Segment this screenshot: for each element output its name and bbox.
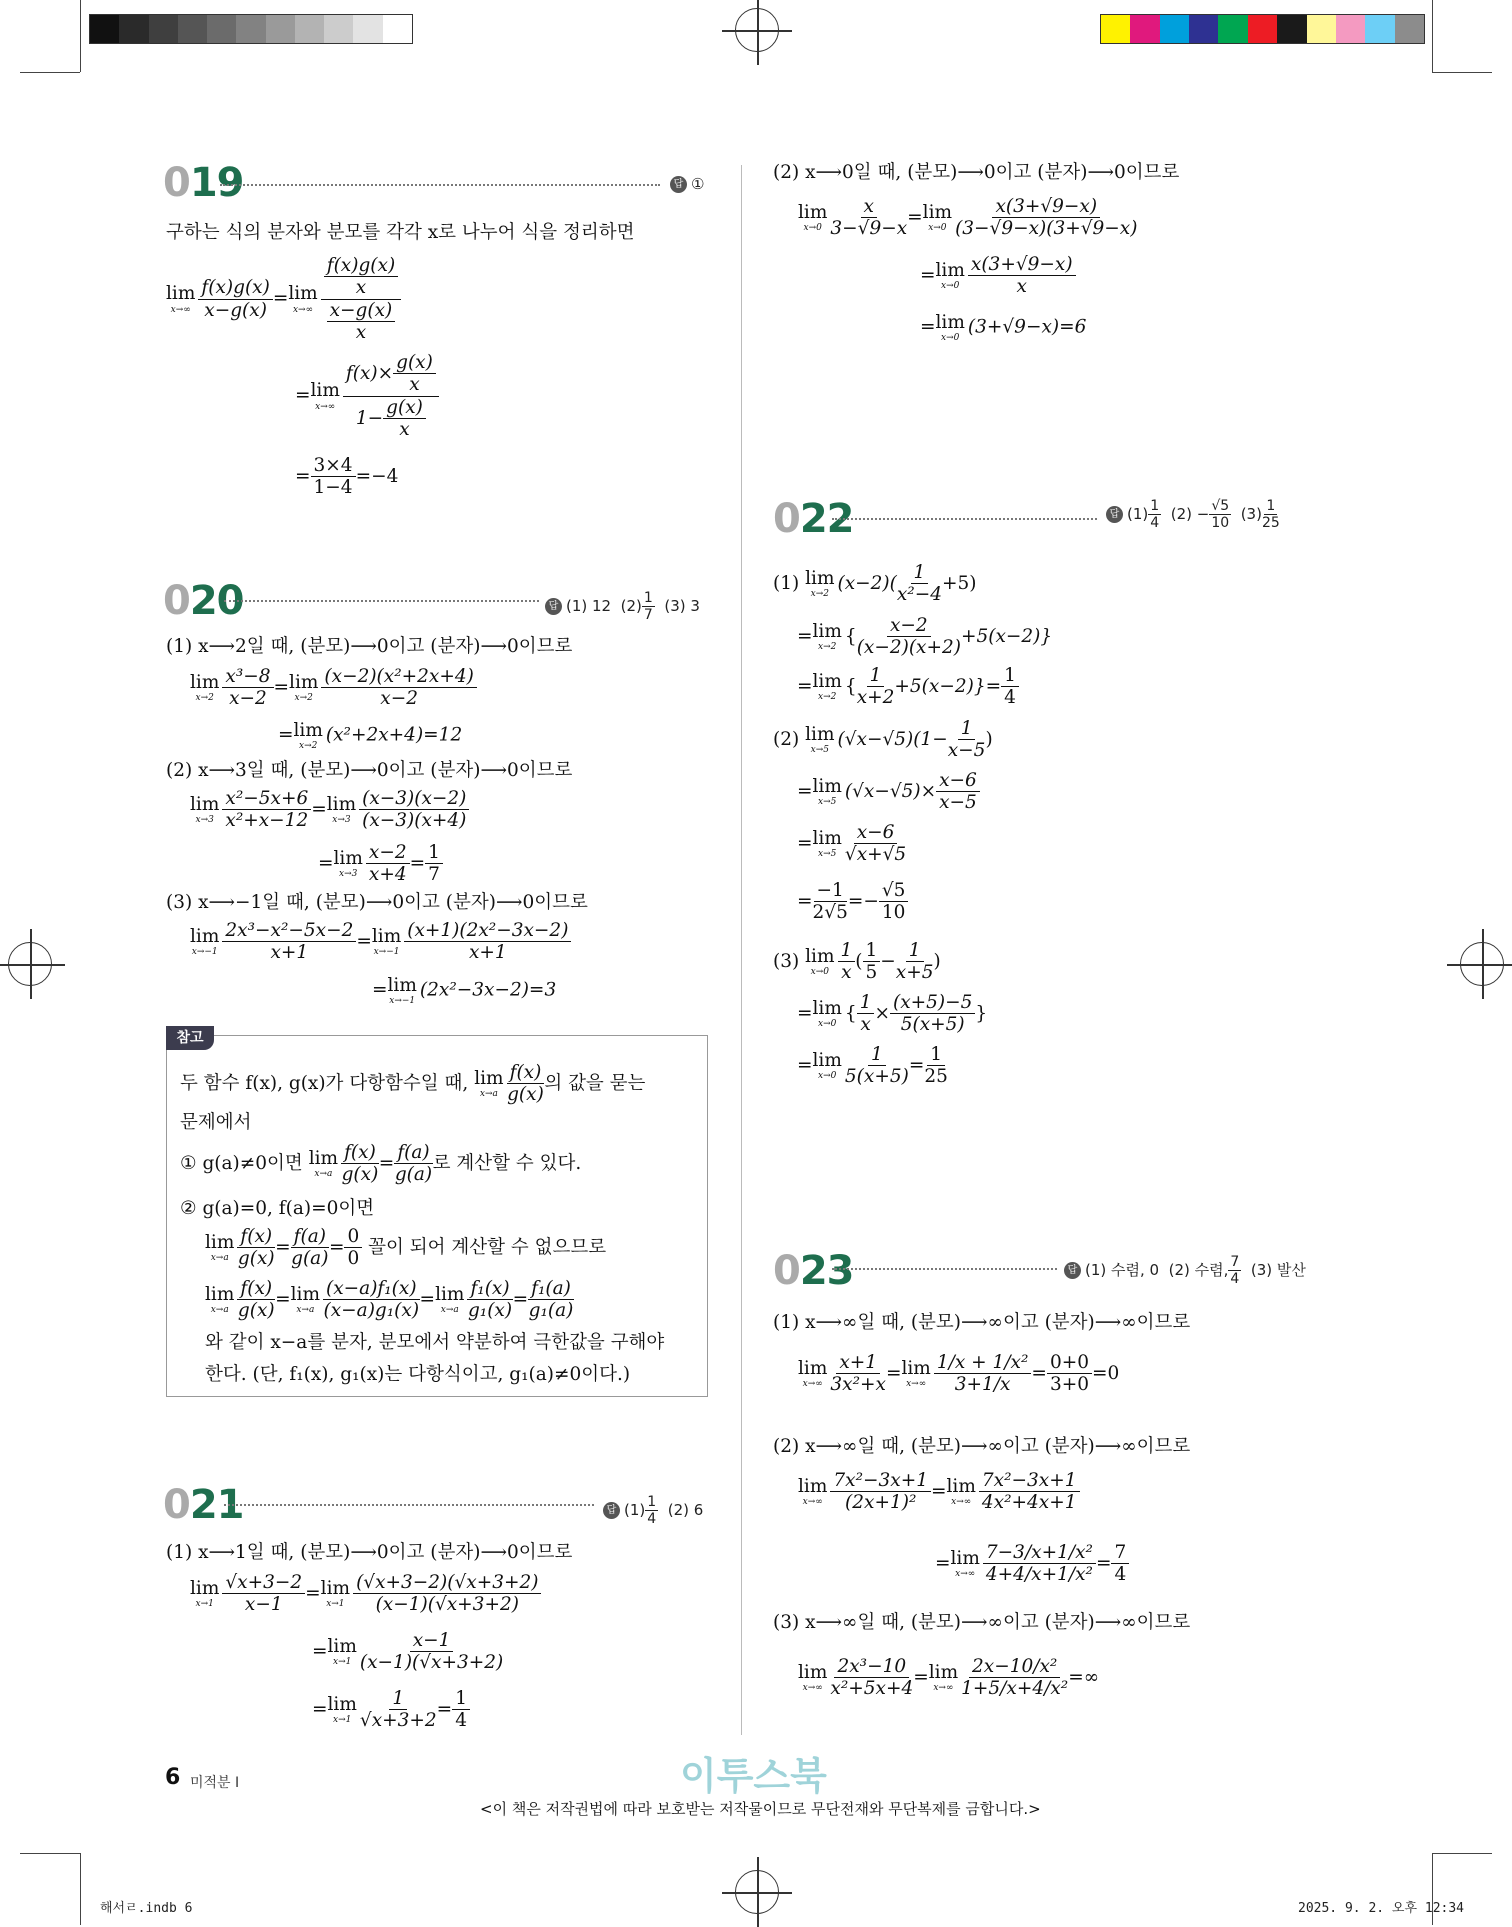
color-bar [1100, 14, 1425, 44]
q21-p2: (2) x⟶0일 때, (분모)⟶0이고 (분자)⟶0이므로 [773, 162, 1180, 183]
dotted-leader [220, 184, 660, 186]
q21-p1: (1) x⟶1일 때, (분모)⟶0이고 (분자)⟶0이므로 [166, 1542, 573, 1563]
answer-22: 답 (1) $\frac{1}{4}$ (2) − $\frac{√5}{10}$ (3) $\frac{1}{25}$ [1106, 498, 1280, 531]
problem-number-20: 020 [163, 578, 244, 624]
color-swatch [1336, 15, 1365, 43]
color-swatch [178, 15, 207, 43]
q22-eq10: = lim x→0 $\frac{1}{5(x+5)}$ = $\frac{1}{25}$ [797, 1044, 948, 1088]
color-swatch [1101, 15, 1130, 43]
ref-line1: 두 함수 f(x), g(x)가 다항함수일 때, lim x→a $\frac{f(x)}{g(x)}$ 의 값을 묻는 [180, 1062, 646, 1106]
problem-number-21: 021 [163, 1482, 244, 1528]
dotted-leader [224, 600, 539, 602]
q23-p1: (1) x⟶∞일 때, (분모)⟶∞이고 (분자)⟶∞이므로 [773, 1312, 1191, 1333]
q20-eq5: lim x→−1 $\frac{\text{2x³−x²−5x−2}}{x+1}$ = lim x→−1 $\frac{\text{(x+1)(2x²−3x−2)}}{x+1}$ [190, 920, 571, 964]
dotted-leader [224, 1504, 594, 1506]
ref-line7: 와 같이 x−a를 분자, 분모에서 약분하여 극한값을 구해야 [205, 1332, 665, 1353]
color-swatch [1160, 15, 1189, 43]
registration-mark [735, 1870, 779, 1914]
color-swatch [1365, 15, 1394, 43]
grayscale-bar [89, 14, 413, 44]
ref-line6: lim x→a $\frac{f(x)}{g(x)}$ = lim x→a $\frac{\text{(x−a)f₁(x)}}{\text{(x−a)g₁(x)}}$ = lim x→a $\frac{\text{f₁(x)}}{\text{g₁(x)}}$ = $\frac{\text{f₁(a)}}{\text{g₁(a)}}$ [205, 1278, 574, 1322]
color-swatch [207, 15, 236, 43]
q23-eq1: lim x→∞ $\frac{x+1}{\text{3x²+x}}$ = lim x→∞ $\frac{\text{1/x + 1/x²}}{3+1/x}$ = $\frac{0+0}{3+0}$ =0 [798, 1352, 1120, 1396]
ref-line5: lim x→a $\frac{f(x)}{g(x)}$ = $\frac{f(a)}{g(a)}$ = $\frac{0}{0}$ 꼴이 되어 계산할 수 없으므로 [205, 1226, 607, 1270]
page-number: 6 [165, 1765, 181, 1790]
reference-tag: 참고 [166, 1026, 214, 1050]
color-swatch [236, 15, 265, 43]
q20-eq2: = lim x→2 (x²+2x+4)=12 [278, 720, 463, 752]
color-swatch [1248, 15, 1277, 43]
copyright-notice: <이 책은 저작권법에 따라 보호받는 저작물이므로 무단전재와 무단복제를 금합니다.> [480, 1800, 1041, 1818]
crop-mark [1432, 0, 1433, 72]
q20-eq6: = lim x→−1 (2x²−3x−2)=3 [372, 975, 557, 1007]
crop-mark [20, 1853, 80, 1854]
answer-21: 답 (1) $\frac{1}{4}$ (2) 6 [603, 1494, 703, 1527]
q22-eq8: (3) lim x→0 $\frac{1}{x}$ ( $\frac{1}{5}$ − $\frac{1}{x+5}$ ) [773, 940, 941, 984]
crop-mark [80, 1853, 81, 1925]
crop-mark [1432, 72, 1492, 73]
column-divider [741, 165, 742, 1735]
color-swatch [119, 15, 148, 43]
publisher-logo: 이투스북 [680, 1754, 827, 1798]
q21-eq4: lim x→0 $\frac{x}{3-√9-x}$ = lim x→0 $\frac{x(3+√9-x)}{(3-√9-x)(3+√9-x)}$ [798, 196, 1138, 240]
color-swatch [90, 15, 119, 43]
ref-line8: 한다. (단, f₁(x), g₁(x)는 다항식이고, g₁(a)≠0이다.) [205, 1364, 631, 1385]
q20-eq3: lim x→3 $\frac{\text{x²−5x+6}}{\text{x²+x−12}}$ = lim x→3 $\frac{(x-3)(x-2)}{(x-3)(x+4)}$ [190, 788, 469, 832]
q23-eq2: lim x→∞ $\frac{\text{7x²−3x+1}}{\text{(2x+1)²}}$ = lim x→∞ $\frac{\text{7x²−3x+1}}{\text{4x²+4x+1}}$ [798, 1470, 1080, 1514]
problem-number-19: 019 [163, 160, 244, 206]
q22-eq3: = lim x→2 { $\frac{1}{x+2}$ +5(x−2)}= $\frac{1}{4}$ [797, 665, 1019, 709]
q23-eq4: lim x→∞ $\frac{\text{2x³−10}}{\text{x²+5x+4}}$ = lim x→∞ $\frac{\text{2x−10/x²}}{\text{1+5/x+4/x²}}$ =∞ [798, 1656, 1100, 1700]
q22-eq7: = $\frac{-1}{2√5}$ =− $\frac{√5}{10}$ [797, 880, 908, 924]
problem-number-22: 022 [773, 496, 854, 542]
crop-mark [80, 0, 81, 72]
q19-eq2: = lim x→∞ f(x)× $\frac{g(x)}{x}$ 1− $\frac{g(x)}{x}$ [295, 352, 439, 440]
problem-number-23: 023 [773, 1248, 854, 1294]
q19-eq1: lim x→∞ $\frac{f(x)g(x)}{x-g(x)}$ = lim x→∞ $\frac{\frac{f(x)g(x)}{x}}{\frac{x-g(x)}{x}}$ [166, 255, 401, 343]
answer-23: 답 (1) 수렴, 0 (2) 수렴, $\frac{7}{4}$ (3) 발산 [1064, 1254, 1306, 1287]
q22-eq9: = lim x→0 { $\frac{1}{x}$ × $\frac{(x+5)-5}{5(x+5)}$ } [797, 992, 988, 1036]
q20-p2: (2) x⟶3일 때, (분모)⟶0이고 (분자)⟶0이므로 [166, 760, 573, 781]
color-swatch [1218, 15, 1247, 43]
q19-eq3: = $\frac{3\times 4}{1-4}$ =−4 [295, 455, 399, 499]
answer-20: 답 (1) 12 (2) $\frac{1}{7}$ (3) 3 [545, 590, 700, 623]
slug-date: 2025. 9. 2. 오후 12:34 [1298, 1901, 1464, 1916]
q20-eq4: = lim x→3 $\frac{x-2}{x+4}$ = $\frac{1}{7}$ [318, 842, 443, 886]
q22-eq1: (1) lim x→2 (x−2)( $\frac{1}{\text{x²−4}}$ +5) [773, 562, 977, 606]
q21-eq3: = lim x→1 $\frac{1}{√x+3+2}$ = $\frac{1}{4}$ [312, 1688, 470, 1732]
color-swatch [383, 15, 412, 43]
q20-eq1: lim x→2 $\frac{\text{x³−8}}{x-2}$ = lim x→2 $\frac{\text{(x−2)(x²+2x+4)}}{x-2}$ [190, 666, 477, 710]
color-swatch [324, 15, 353, 43]
q20-p1: (1) x⟶2일 때, (분모)⟶0이고 (분자)⟶0이므로 [166, 636, 573, 657]
color-swatch [1395, 15, 1424, 43]
ref-line4: ② g(a)=0, f(a)=0이면 [180, 1198, 375, 1219]
crop-mark [20, 72, 80, 73]
slug-file: 해서ㄹ.indb 6 [100, 1901, 193, 1916]
dotted-leader [832, 1268, 1057, 1270]
color-swatch [353, 15, 382, 43]
subject-label: 미적분 I [190, 1775, 240, 1791]
q22-eq2: = lim x→2 { $\frac{x-2}{(x-2)(x+2)}$ +5(x−2)} [797, 615, 1053, 659]
q20-p3: (3) x⟶−1일 때, (분모)⟶0이고 (분자)⟶0이므로 [166, 892, 588, 913]
q22-eq5: = lim x→5 (√x−√5)× $\frac{x-6}{x-5}$ [797, 770, 980, 814]
q23-eq3: = lim x→∞ $\frac{\text{7−3/x+1/x²}}{\text{4+4/x+1/x²}}$ = $\frac{7}{4}$ [935, 1542, 1129, 1586]
q22-eq4: (2) lim x→5 (√x−√5)(1− $\frac{1}{x-5}$ ) [773, 718, 993, 762]
q22-eq6: = lim x→5 $\frac{x-6}{√x+√5}$ [797, 822, 907, 866]
color-swatch [266, 15, 295, 43]
color-swatch [295, 15, 324, 43]
q21-eq2: = lim x→1 $\frac{x-1}{(x-1)(√x+3+2)}$ [312, 1630, 504, 1674]
crop-mark [1432, 1853, 1492, 1854]
q23-p2: (2) x⟶∞일 때, (분모)⟶∞이고 (분자)⟶∞이므로 [773, 1436, 1191, 1457]
color-swatch [1189, 15, 1218, 43]
answer-19: 답 ① [670, 175, 704, 193]
q19-intro: 구하는 식의 분자와 분모를 각각 x로 나누어 식을 정리하면 [166, 222, 635, 243]
color-swatch [149, 15, 178, 43]
q23-p3: (3) x⟶∞일 때, (분모)⟶∞이고 (분자)⟶∞이므로 [773, 1612, 1191, 1633]
registration-mark [1460, 942, 1504, 986]
q21-eq6: = lim x→0 (3+√9−x)=6 [920, 312, 1087, 344]
color-swatch [1307, 15, 1336, 43]
registration-mark [735, 8, 779, 52]
ref-line3: ① g(a)≠0이면 lim x→a $\frac{f(x)}{g(x)}$ = $\frac{f(a)}{g(a)}$ 로 계산할 수 있다. [180, 1142, 582, 1186]
q21-eq1: lim x→1 $\frac{√x+3-2}{x-1}$ = lim x→1 $\frac{(√x+3-2)(√x+3+2)}{(x-1)(√x+3+2)}$ [190, 1572, 541, 1616]
ref-line2: 문제에서 [180, 1112, 252, 1133]
q21-eq5: = lim x→0 $\frac{x(3+√9-x)}{x}$ [920, 254, 1076, 298]
dotted-leader [832, 518, 1097, 520]
color-swatch [1277, 15, 1306, 43]
color-swatch [1130, 15, 1159, 43]
registration-mark [8, 942, 52, 986]
